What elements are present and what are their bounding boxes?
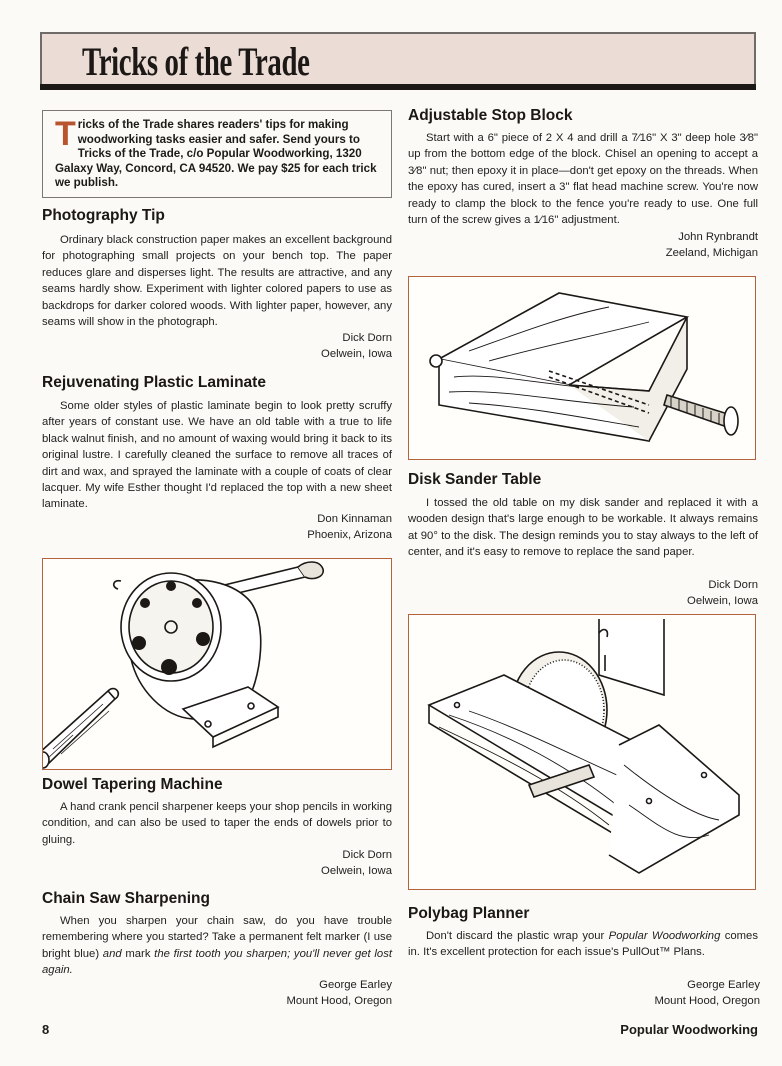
disk-sander-drawing [409,615,757,891]
chainsaw-author: George Earley [319,979,392,991]
pencil-sharpener-drawing [43,559,393,771]
polybag-title: Polybag Planner [408,905,530,922]
polybag-author: George Earley [687,979,760,991]
stopblock-title: Adjustable Stop Block [408,107,573,124]
chainsaw-title: Chain Saw Sharpening [42,890,210,907]
disksander-location: Oelwein, Iowa [687,595,758,608]
polybag-body-start: Don't discard the plastic wrap your [426,930,609,942]
pencil-sharpener-illustration [42,558,392,770]
stopblock-author: John Rynbrandt [678,231,758,243]
photography-body: Ordinary black construction paper makes an excellent background for photographing small projects on your bench top. The paper reduces glare and disperses light. The results are attractive, and any seams hardly show. Experiment with lighter colored papers to use as backdrops for darker colored woods. With lighter paper, however, any seams will show in the photograph. [42,234,392,329]
chainsaw-body-mid: mark [125,947,151,960]
disk-sander-illustration [408,614,756,890]
dowel-body: A hand crank pencil sharpener keeps your shop pencils in working condition, and can also be used to taper the ends of dowels prior to gluing. [42,801,392,846]
chainsaw-signature [42,977,392,1010]
stopblock-body: Start with a 6" piece of 2 X 4 and drill a 7⁄16" X 3" deep hole 3⁄8" up from the bottom edge of the block. Chisel an opening to accept a 3⁄8" nut; then epoxy it in place—don't get epoxy on the threads. When the epoxy has cured, insert a 3" flat head machine screw. You're now ready to clamp the block to the fence you're ready to use. One full turn of the screw gives a 1⁄16" adjustment. [408,132,758,227]
chainsaw-location: Mount Hood, Oregon [286,995,392,1008]
polybag-magazine-name: Popular Woodworking [608,930,721,942]
disksander-title: Disk Sander Table [408,471,542,488]
chainsaw-body-start: When you sharpen your chain saw, do you have trouble remembering where you started? Take a permanent felt marker (I use bright blue) [42,915,392,960]
polybag-body [408,928,758,961]
page-number: 8 [42,1022,50,1037]
laminate-signature [42,511,392,544]
dowel-title: Dowel Tapering Machine [42,776,223,793]
dowel-signature [42,847,392,880]
laminate-location: Phoenix, Arizona [307,529,392,542]
page-title: Tricks of the Trade [82,39,310,84]
stopblock-signature [408,229,758,262]
disksander-body: I tossed the old table on my disk sander and replaced it with a wooden design that's large enough to be workable. It always remains at 90° to the disk. The design reminds you to stay always to the left of center, and it's easy to remove to replace the sand paper. [408,497,758,559]
dowel-author: Dick Dorn [342,849,392,861]
chainsaw-body [42,913,392,979]
laminate-author: Don Kinnaman [317,513,392,525]
stopblock-location: Zeeland, Michigan [665,247,758,260]
intro-box [42,110,392,198]
chainsaw-body-em: and [99,947,126,960]
photography-title: Photography Tip [42,207,165,224]
drop-cap: T [55,115,76,153]
disksander-author: Dick Dorn [708,579,758,591]
dowel-location: Oelwein, Iowa [321,865,392,878]
disksander-signature [408,577,758,610]
photography-author: Dick Dorn [342,332,392,344]
chainsaw-body-end: the first tooth you sharpen; you'll never get lost again. [42,947,392,977]
polybag-signature [408,977,760,1010]
photography-signature [42,330,392,363]
title-banner [40,32,756,86]
photography-location: Oelwein, Iowa [321,348,392,361]
laminate-title: Rejuvenating Plastic Laminate [42,374,266,391]
stop-block-illustration [408,276,756,460]
stop-block-drawing [409,277,757,461]
laminate-body: Some older styles of plastic laminate begin to look pretty scruffy after years of constant use. We have an old table with a true to life black walnut finish, and no amount of waxing would bring it back to its original lustre. I carefully cleaned the surface to remove all traces of dirt and wax, and sprayed the laminate with a couple of coats of clear lacquer. My wife Esther thought I'd replaced the top with a new sheet laminate. [42,400,392,511]
polybag-location: Mount Hood, Oregon [654,995,760,1008]
intro-text: ricks of the Trade shares readers' tips for making woodworking tasks easier and safer. Send yours to Tricks of the Trade, c/o Popular Woodworking, 1320 Galaxy Way, Concord, CA 94520. We pay $25 for each trick we publish. [55,118,377,190]
publication-name: Popular Woodworking [620,1022,758,1037]
polybag-body-end: comes in. It's excellent protection for each issue's PullOut™ Plans. [408,930,758,959]
title-rule [40,84,756,90]
